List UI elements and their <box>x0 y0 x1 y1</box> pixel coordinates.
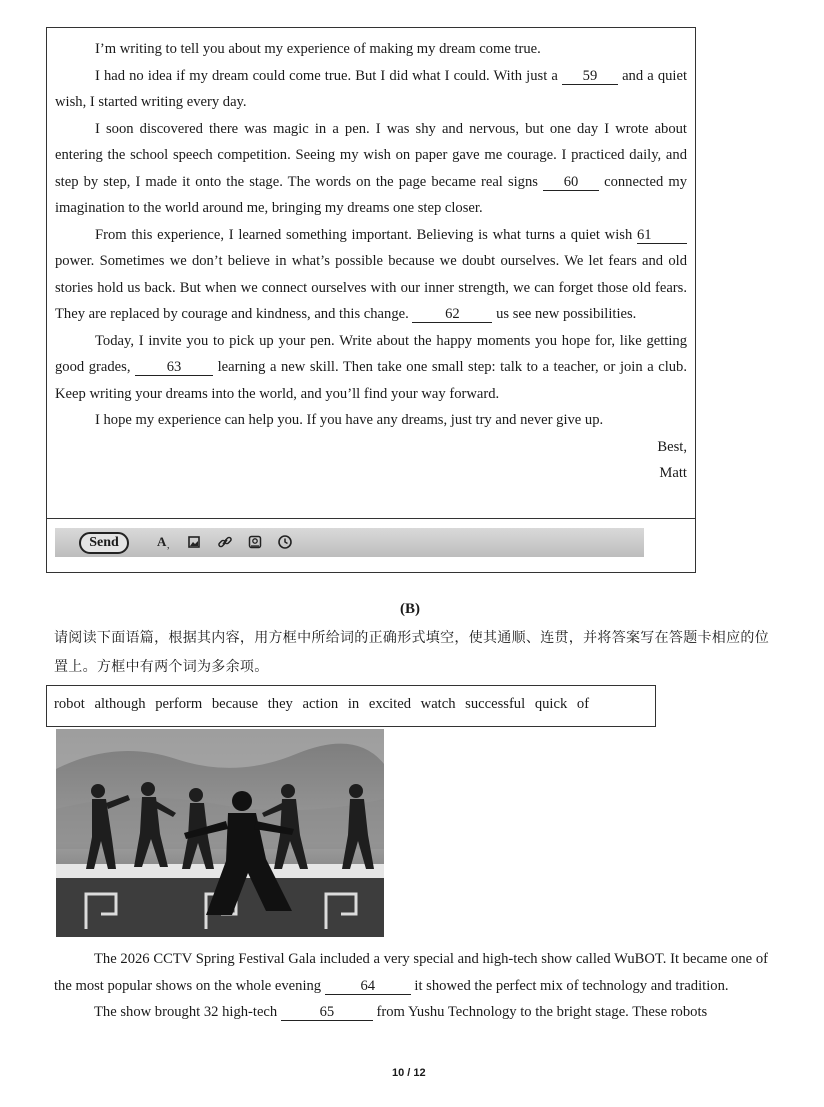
letter-text: power. Sometimes we don’t believe in what’s possible because we doubt ourselves. We let fears and old stories hold us back. But when we connect ourselves with our inner strength, we can forget those old fears. They are replaced by courage and kindness, and this change. <box>55 253 687 322</box>
letter-paragraph-4 <box>55 222 687 328</box>
blank-62: 62 <box>412 307 492 323</box>
blank-60: 60 <box>543 175 599 191</box>
blank-65: 65 <box>281 1005 373 1021</box>
word-bank-item: because <box>211 696 259 712</box>
word-bank-item: in <box>347 696 360 712</box>
page-number: 10 / 12 <box>392 1067 426 1079</box>
letter-paragraph-3 <box>55 116 687 222</box>
passage-paragraph-1 <box>54 946 768 999</box>
word-bank-item: robot <box>54 696 85 712</box>
word-bank-item: they <box>267 696 293 712</box>
section-b-passage <box>54 946 768 1026</box>
word-bank-item: watch <box>420 696 456 712</box>
word-bank-item: excited <box>368 696 411 712</box>
message-toolbar <box>55 528 644 557</box>
letter-text: us see new possibilities. <box>496 306 637 322</box>
section-b-label: (B) <box>400 601 420 617</box>
letter-paragraph-2 <box>55 63 687 116</box>
word-bank-item: although <box>94 696 146 712</box>
word-bank-item: action <box>302 696 339 712</box>
passage-text: from Yushu Technology to the bright stage. These robots <box>376 1004 708 1020</box>
blank-63: 63 <box>135 360 213 376</box>
letter-body <box>55 36 687 487</box>
toolbar-divider <box>47 518 695 519</box>
blank-59: 59 <box>562 69 618 85</box>
svg-text:A: A <box>157 534 167 549</box>
letter-closing: Best, <box>657 438 687 455</box>
word-bank-item: quick <box>534 696 568 712</box>
letter-text: I had no idea if my dream could come true. But I did what I could. With just a <box>95 67 558 84</box>
passage-paragraph-2 <box>54 999 768 1026</box>
letter-paragraph-6: I hope my experience can help you. If you have any dreams, just try and never give up. <box>95 412 604 428</box>
link-icon[interactable] <box>217 534 233 550</box>
svg-text:,: , <box>167 540 170 550</box>
word-bank-item: perform <box>155 696 203 712</box>
letter-text: and a quiet wish, I started writing every day. <box>55 67 687 110</box>
letter-text: learning a new skill. Then take one small step: talk to a teacher, or join a club. Keep writing your dreams into the world, and you’ll find your way forward. <box>55 359 687 402</box>
font-format-icon[interactable] <box>156 534 172 550</box>
letter-paragraph-5 <box>55 328 687 408</box>
letter-text: From this experience, I learned something important. Believing is what turns a quiet wish <box>95 226 633 243</box>
letter-text: I soon discovered there was magic in a pen. I was shy and nervous, but one day I wrote about entering the school speech competition. Seeing my wish on paper gave me courage. I practiced daily, and step by step, I made it onto the stage. The words on the page became real signs <box>55 120 687 190</box>
word-bank-item: of <box>576 696 590 712</box>
passage-text: The 2026 CCTV Spring Festival Gala included a very special and high-tech show called WuBOT. It became one of the most popular shows on the whole evening <box>54 951 768 994</box>
letter-card <box>46 27 696 573</box>
letter-text: Today, I invite you to pick up your pen. Write about the happy moments you hope for, like getting good grades, <box>55 332 687 375</box>
passage-text: The show brought 32 high-tech <box>94 1004 278 1020</box>
clock-icon[interactable] <box>277 534 293 550</box>
section-b-instructions: 请阅读下面语篇，根据其内容，用方框中所给词的正确形式填空，使其通顺、连贯，并将答案写在答题卡相应的位置上。方框中有两个词为多余项。 <box>54 630 769 675</box>
letter-text: connected my imagination to the world around me, bringing my dreams one step closer. <box>55 173 687 216</box>
wubot-performance-photo <box>56 729 384 937</box>
blank-61: 61 <box>637 228 687 244</box>
letter-paragraph-1: I’m writing to tell you about my experience of making my dream come true. <box>95 41 541 57</box>
passage-text: it showed the perfect mix of technology and tradition. <box>414 977 729 994</box>
image-icon[interactable] <box>186 534 202 550</box>
blank-64: 64 <box>325 979 411 995</box>
word-bank-box <box>46 685 656 727</box>
word-bank-item: successful <box>465 696 526 712</box>
send-button[interactable]: Send <box>79 532 129 554</box>
letter-signature: Matt <box>659 465 687 481</box>
picture-icon[interactable] <box>247 534 263 550</box>
word-bank <box>54 696 589 712</box>
